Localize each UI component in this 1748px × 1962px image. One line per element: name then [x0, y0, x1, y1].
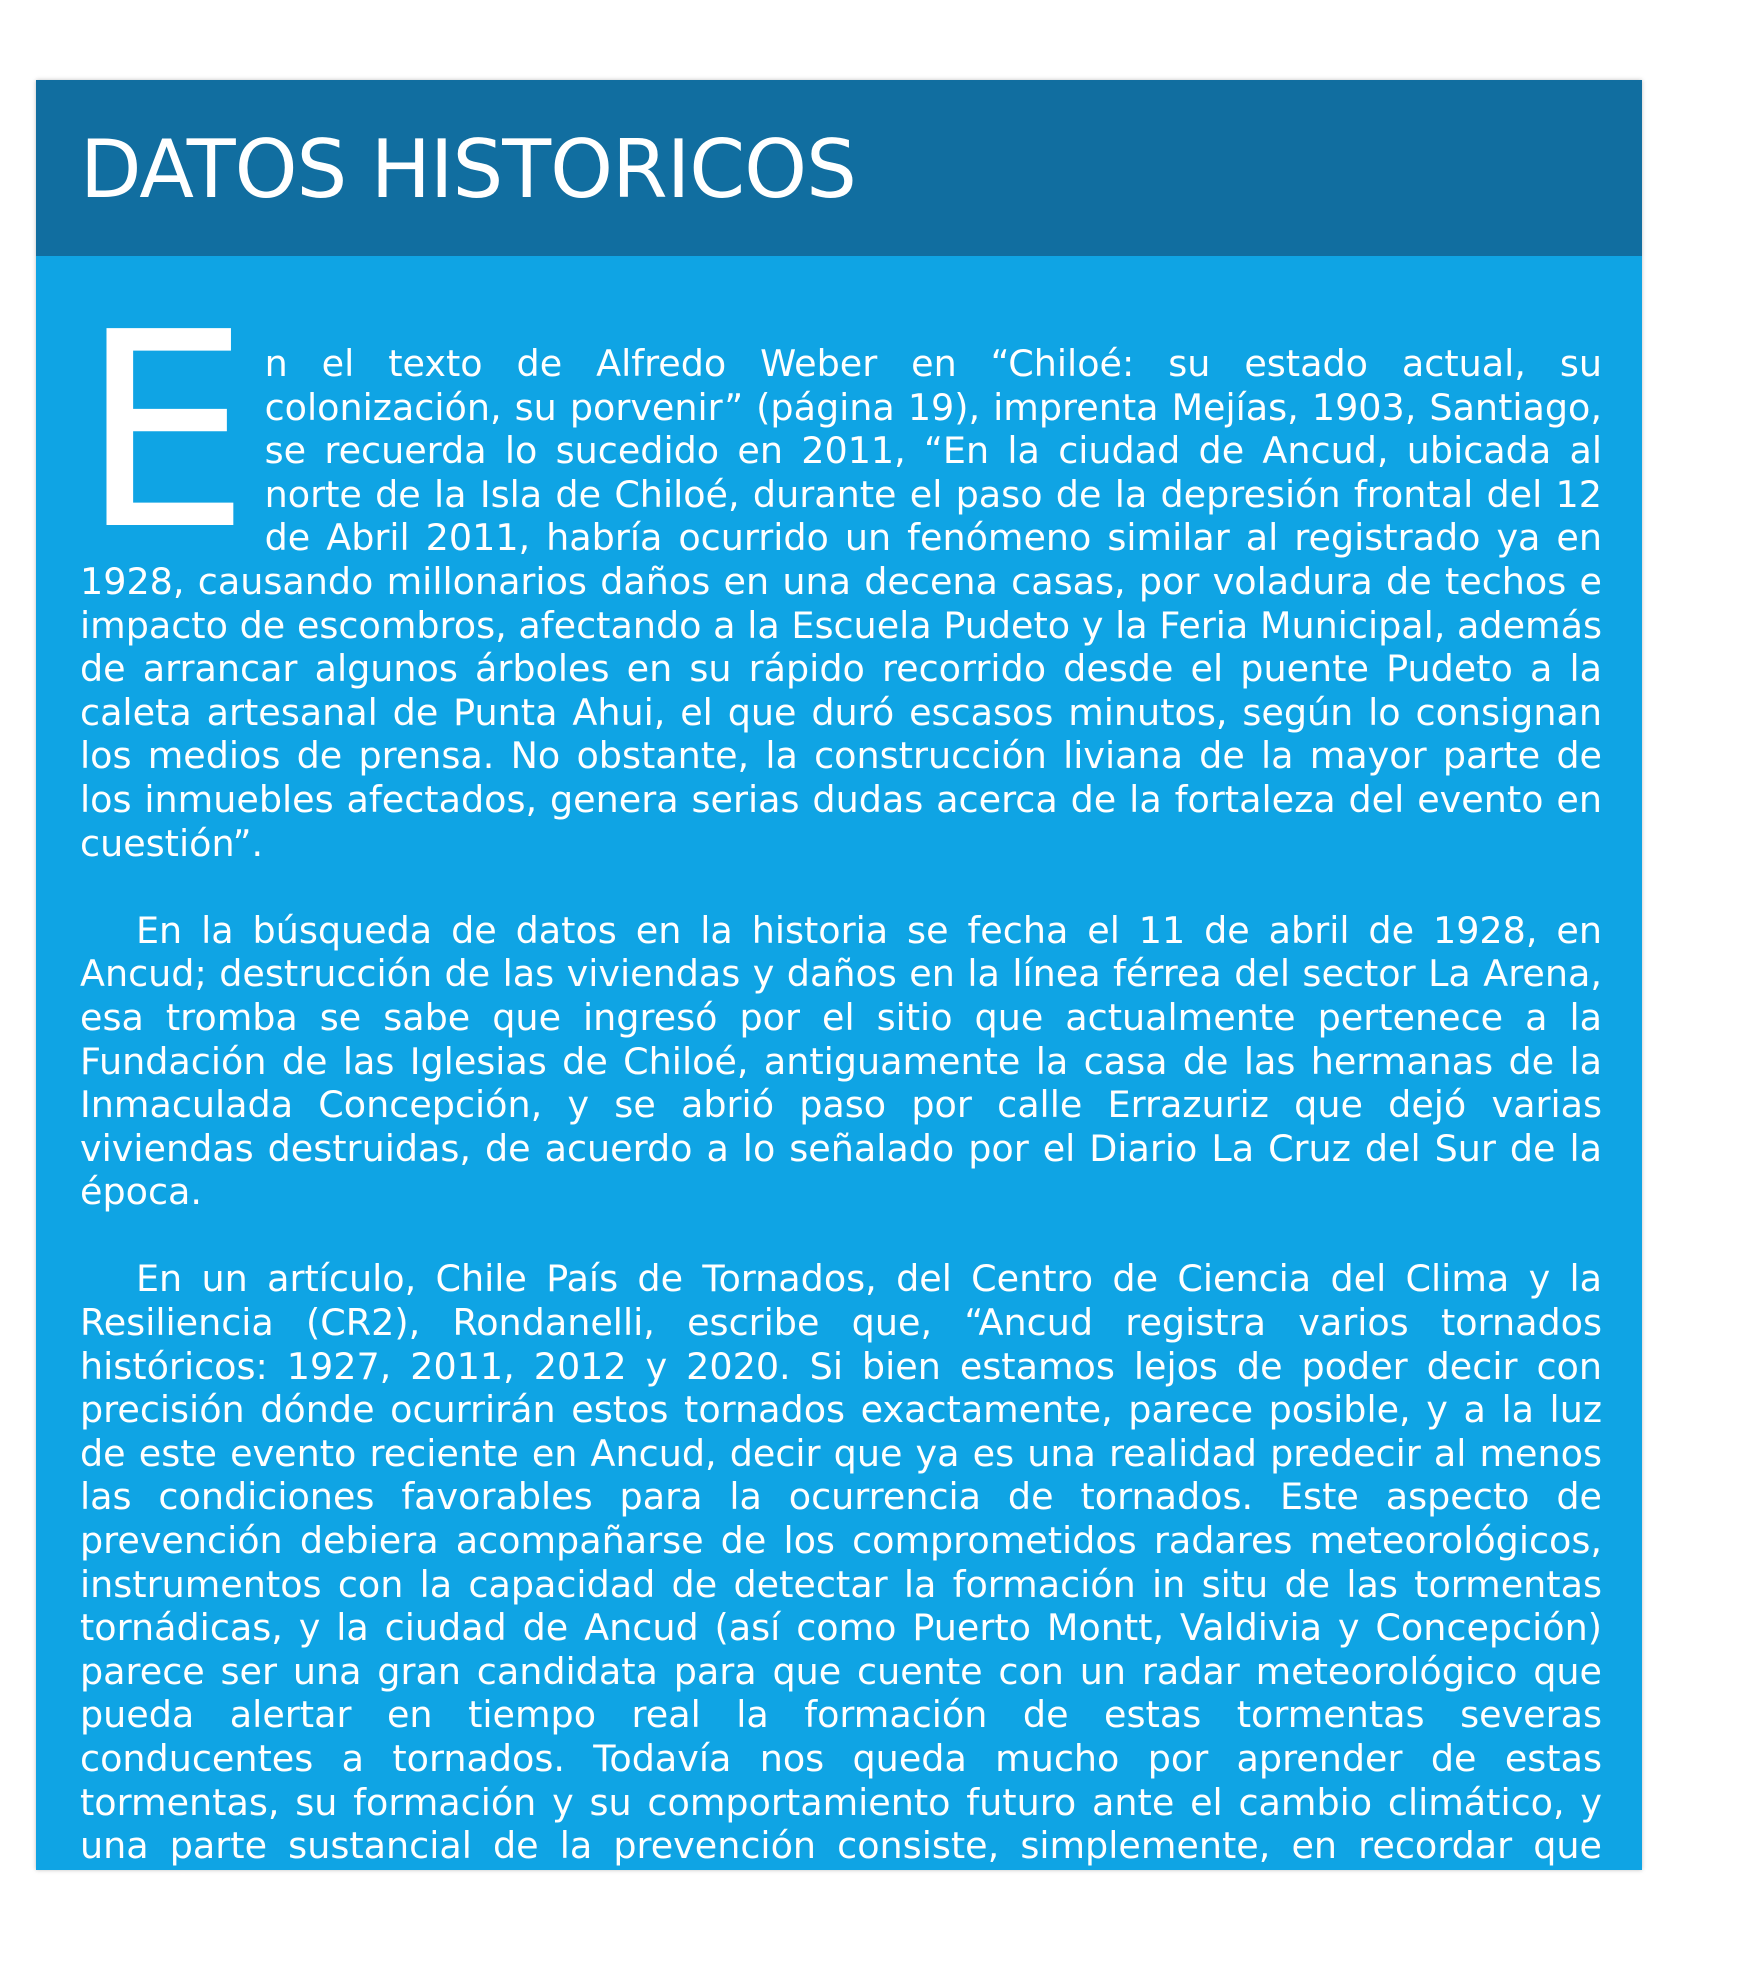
- paragraph-1-text: n el texto de Alfredo Weber en “Chiloé: su estado actual, su colonización, su porvenir” (página 19), imprenta Mejías, 1903, Santiago, se recuerda lo sucedido en 2011, “En la ciudad de Ancud, ubicada al norte de la Isla de Chiloé, durante el paso de la depresión frontal del 12 de Abril 2011, habría ocurrido un fenómeno similar al registrado ya en 1928, causando millonarios daños en una decena casas, por voladura de techos e impacto de escombros, afectando a la Escuela Pudeto y la Feria Municipal, además de arrancar algunos árboles en su rápido recorrido desde el puente Pudeto a la caleta artesanal de Punta Ahui, el que duró escasos minutos, según lo consignan los medios de prensa. No obstante, la construcción liviana de la mayor parte de los inmuebles afectados, genera serias dudas acerca de la fortaleza del evento en cuestión”.: [80, 342, 1602, 865]
- page-title: DATOS HISTORICOS: [80, 123, 856, 216]
- paragraph-3: En un artículo, Chile País de Tornados, del Centro de Ciencia del Clima y la Resiliencia (CR2), Rondanelli, escribe que, “Ancud registra varios tornados históricos: 1927, 2011, 2012 y 2020. Si bien estamos lejos de poder decir con precisión dónde ocurrirán estos tornados exactamente, parece posible, y a la luz de este evento reciente en Ancud, decir que ya es una realidad predecir al menos las condiciones favorables para la ocurrencia de tornados. Este aspecto de prevención debiera acompañarse de los comprometidos radares meteorológicos, instrumentos con la capacidad de detectar la formación in situ de las tormentas tornádicas, y la ciudad de Ancud (así como Puerto Montt, Valdivia y Concepción) parece ser una gran candidata para que cuente con un radar meteorológico que pueda alertar en tiempo real la formación de estas tormentas severas conducentes a tornados. Todavía nos queda mucho por aprender de estas tormentas, su formación y su comportamiento futuro ante el cambio climático, y una parte sustancial de la prevención consiste, simplemente, en recordar que suceden.”.: [80, 1257, 1602, 1911]
- paragraph-2: En la búsqueda de datos en la historia se fecha el 11 de abril de 1928, en Ancud; destrucción de las viviendas y daños en la línea férrea del sector La Arena, esa tromba se sabe que ingresó por el sitio que actualmente pertenece a la Fundación de las Iglesias de Chiloé, antiguamente la casa de las hermanas de la Inmaculada Concepción, y se abrió paso por calle Errazuriz que dejó varias viviendas destruidas, de acuerdo a lo señalado por el Diario La Cruz del Sur de la época.: [80, 908, 1602, 1214]
- article-body: [80, 256, 1602, 1911]
- paragraph-1: [80, 256, 1602, 865]
- title-bar: [36, 80, 1642, 256]
- article-panel: [36, 80, 1642, 1911]
- drop-cap: E: [80, 274, 251, 589]
